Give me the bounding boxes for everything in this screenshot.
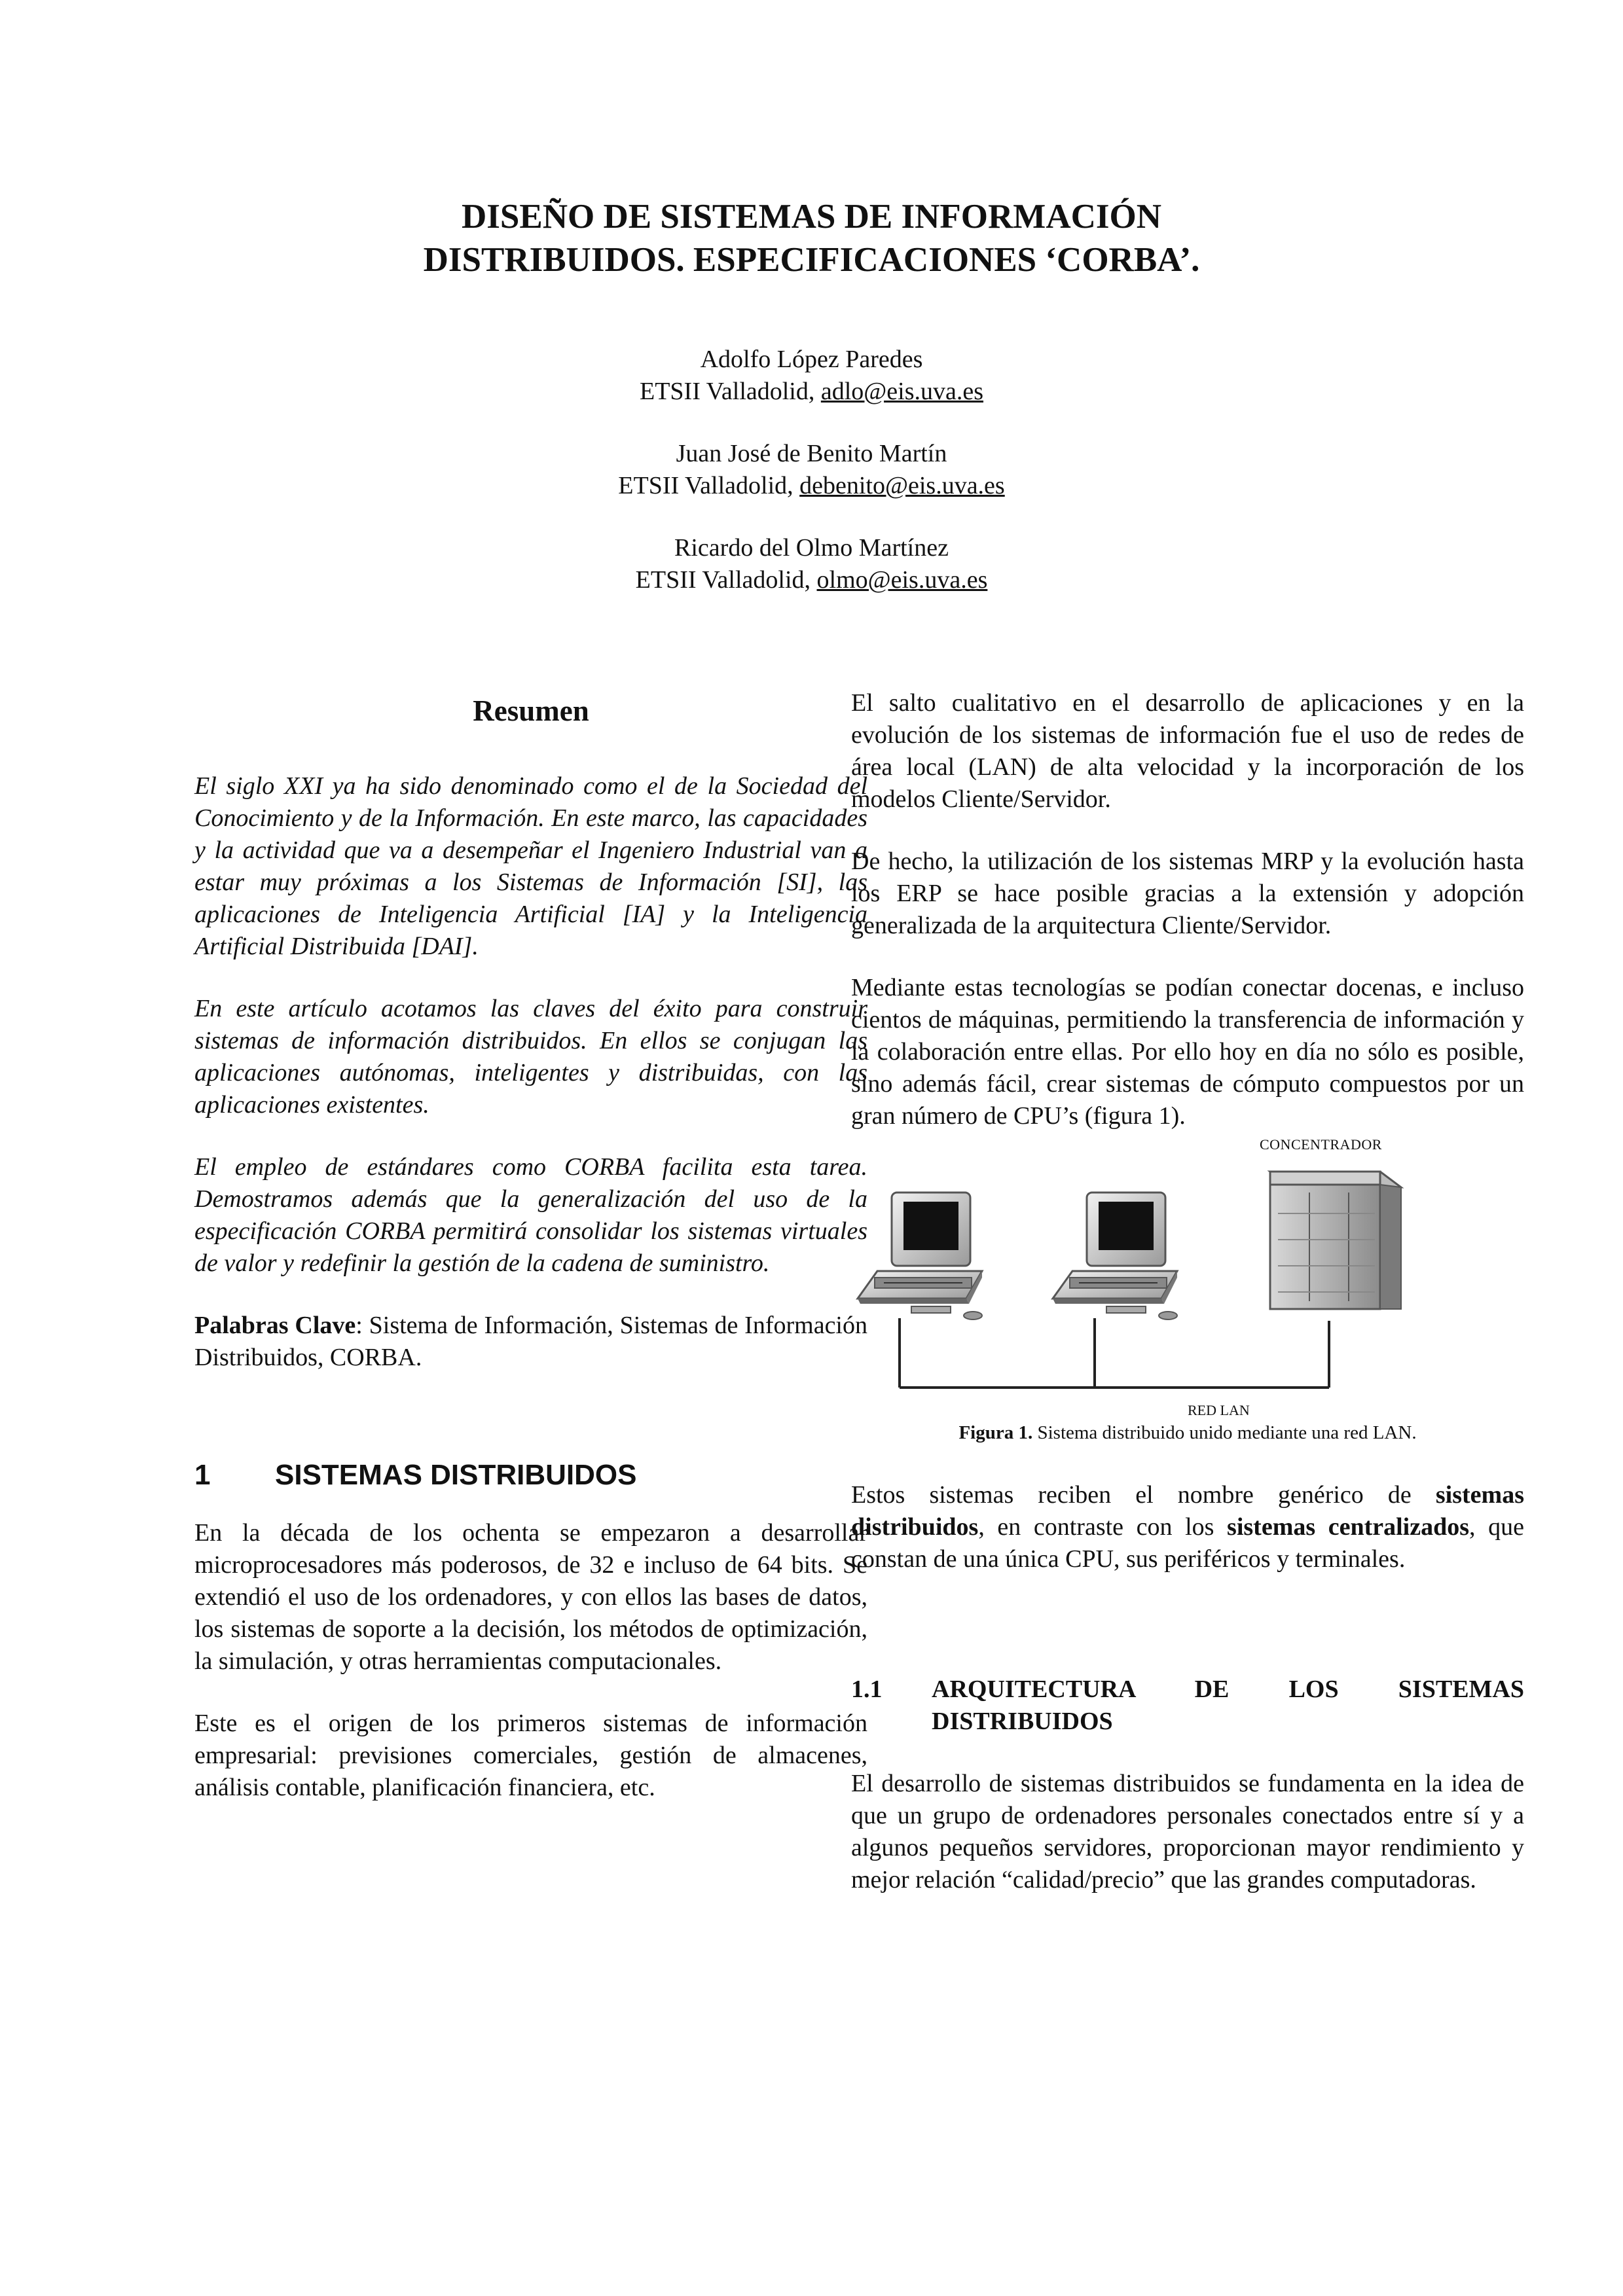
section-1-heading — [194, 1459, 867, 1491]
keywords-text: : Sistema de Información, Sistemas de Información Distribuidos, CORBA. — [194, 1312, 867, 1371]
author-email-link[interactable]: adlo@eis.uva.es — [820, 378, 984, 405]
paper-title — [0, 195, 1623, 281]
title-line-2: DISTRIBUIDOS. ESPECIFICACIONES ‘CORBA’. — [423, 241, 1200, 279]
body-paragraph-4 — [851, 1479, 1524, 1575]
keywords — [194, 1310, 867, 1374]
right-column — [851, 687, 1524, 1896]
author-block — [0, 438, 1623, 502]
p4-term-distribuidos: sistemas distribuidos — [851, 1481, 1524, 1541]
figure-caption-text: Sistema distribuido unido mediante una red LAN. — [1032, 1422, 1417, 1443]
affiliation-text: ETSII Valladolid, — [639, 378, 821, 405]
author-name: Juan José de Benito Martín — [676, 440, 947, 467]
section-1-paragraph-2: Este es el origen de los primeros sistemas de información empresarial: previsiones comerciales, gestión de almacenes, análisis contable, planificación financiera, etc. — [194, 1710, 867, 1801]
subsection-1-1-heading — [851, 1674, 1524, 1738]
author-block — [0, 532, 1623, 596]
subsection-number: 1.1 — [851, 1676, 883, 1703]
left-column — [194, 687, 867, 1804]
lan-connections — [900, 1318, 1329, 1388]
p4-text-e: , que constan de una única CPU, sus periféricos y terminales. — [851, 1513, 1525, 1573]
abstract-paragraph-2: En este artículo acotamos las claves del éxito para construir sistemas de información distribuidos. En ellos se conjugan las aplicaciones autónomas, inteligentes y distribuidas, con las aplicaciones existentes. — [194, 995, 867, 1119]
body-paragraph-1: El salto cualitativo en el desarrollo de aplicaciones y en la evolución de los sistemas de información fue el uso de redes de área local (LAN) de alta velocidad y la incorporación de los modelos Cliente/Servidor. — [851, 689, 1524, 813]
author-email-link[interactable]: olmo@eis.uva.es — [816, 566, 988, 594]
author-email-link[interactable]: debenito@eis.uva.es — [799, 472, 1005, 499]
figure-caption-label: Figura 1. — [958, 1422, 1033, 1443]
author-affiliation — [0, 564, 1623, 596]
author-name: Ricardo del Olmo Martínez — [674, 534, 949, 562]
figure-1 — [851, 1136, 1524, 1418]
computer-icon — [1053, 1193, 1177, 1319]
abstract-paragraph-1: El siglo XXI ya ha sido denominado como el de la Sociedad del Conocimiento y de la Información. En este marco, las capacidades y la actividad que va a desempeñar el Ingeniero Industrial van a estar muy próximas a los Sistemas de Información [SI], las aplicaciones de Inteligencia Artificial [IA] y la Inteligencia Artificial Distribuida [DAI]. — [194, 772, 867, 960]
body-paragraph-5: El desarrollo de sistemas distribuidos se fundamenta en la idea de que un grupo de ordenadores personales conectados entre sí y a algunos pequeños servidores, proporcionan mayor rendimiento y mejor relación “calidad/precio” que las grandes computadoras. — [851, 1770, 1524, 1893]
computer-icon — [858, 1193, 982, 1319]
abstract-paragraph-3: El empleo de estándares como CORBA facilita esta tarea. Demostramos además que la generalización del uso de la especificación CORBA permitirá consolidar los sistemas virtuales de valor y redefinir la gestión de la cadena de suministro. — [194, 1153, 867, 1277]
abstract-heading: Resumen — [473, 694, 589, 727]
section-title: SISTEMAS DISTRIBUIDOS — [275, 1459, 637, 1491]
title-line-1: DISEÑO DE SISTEMAS DE INFORMACIÓN — [461, 198, 1161, 236]
author-affiliation — [0, 470, 1623, 502]
red-lan-label: RED LAN — [1188, 1402, 1250, 1418]
server-rack-icon — [1270, 1172, 1401, 1309]
concentrador-label: CONCENTRADOR — [1260, 1136, 1382, 1153]
author-list — [0, 344, 1623, 626]
body-paragraph-3: Mediante estas tecnologías se podían conectar docenas, e incluso cientos de máquinas, permitiendo la transferencia de información y la colaboración entre ellas. Por ello hoy en día no sólo es posible, sino además fácil, crear sistemas de cómputo compuestos por un gran número de CPU’s (figura 1). — [851, 974, 1524, 1130]
p4-text-c: , en contraste con los — [978, 1513, 1228, 1541]
affiliation-text: ETSII Valladolid, — [635, 566, 817, 594]
section-1-paragraph-1: En la década de los ochenta se empezaron a desarrollar microprocesadores más poderosos, de 32 e incluso de 64 bits. Se extendió el uso de los ordenadores, y con ellos las bases de datos, los sistemas de soporte a la decisión, los métodos de optimización, la simulación, y otras herramientas computacionales. — [194, 1519, 867, 1675]
author-block — [0, 344, 1623, 408]
author-affiliation — [0, 376, 1623, 408]
body-paragraph-2: De hecho, la utilización de los sistemas MRP y la evolución hasta los ERP se hace posible gracias a la extensión y adopción generalizada de la arquitectura Cliente/Servidor. — [851, 848, 1524, 939]
network-diagram — [851, 1161, 1524, 1416]
subsection-title: ARQUITECTURA DE LOS SISTEMAS DISTRIBUIDOS — [932, 1676, 1524, 1735]
keywords-label: Palabras Clave — [194, 1312, 356, 1339]
section-number: 1 — [194, 1459, 211, 1491]
p4-text-a: Estos sistemas reciben el nombre genérico de — [851, 1481, 1436, 1509]
author-name: Adolfo López Paredes — [700, 346, 923, 373]
p4-term-centralizados: sistemas centralizados — [1227, 1513, 1470, 1541]
affiliation-text: ETSII Valladolid, — [618, 472, 800, 499]
